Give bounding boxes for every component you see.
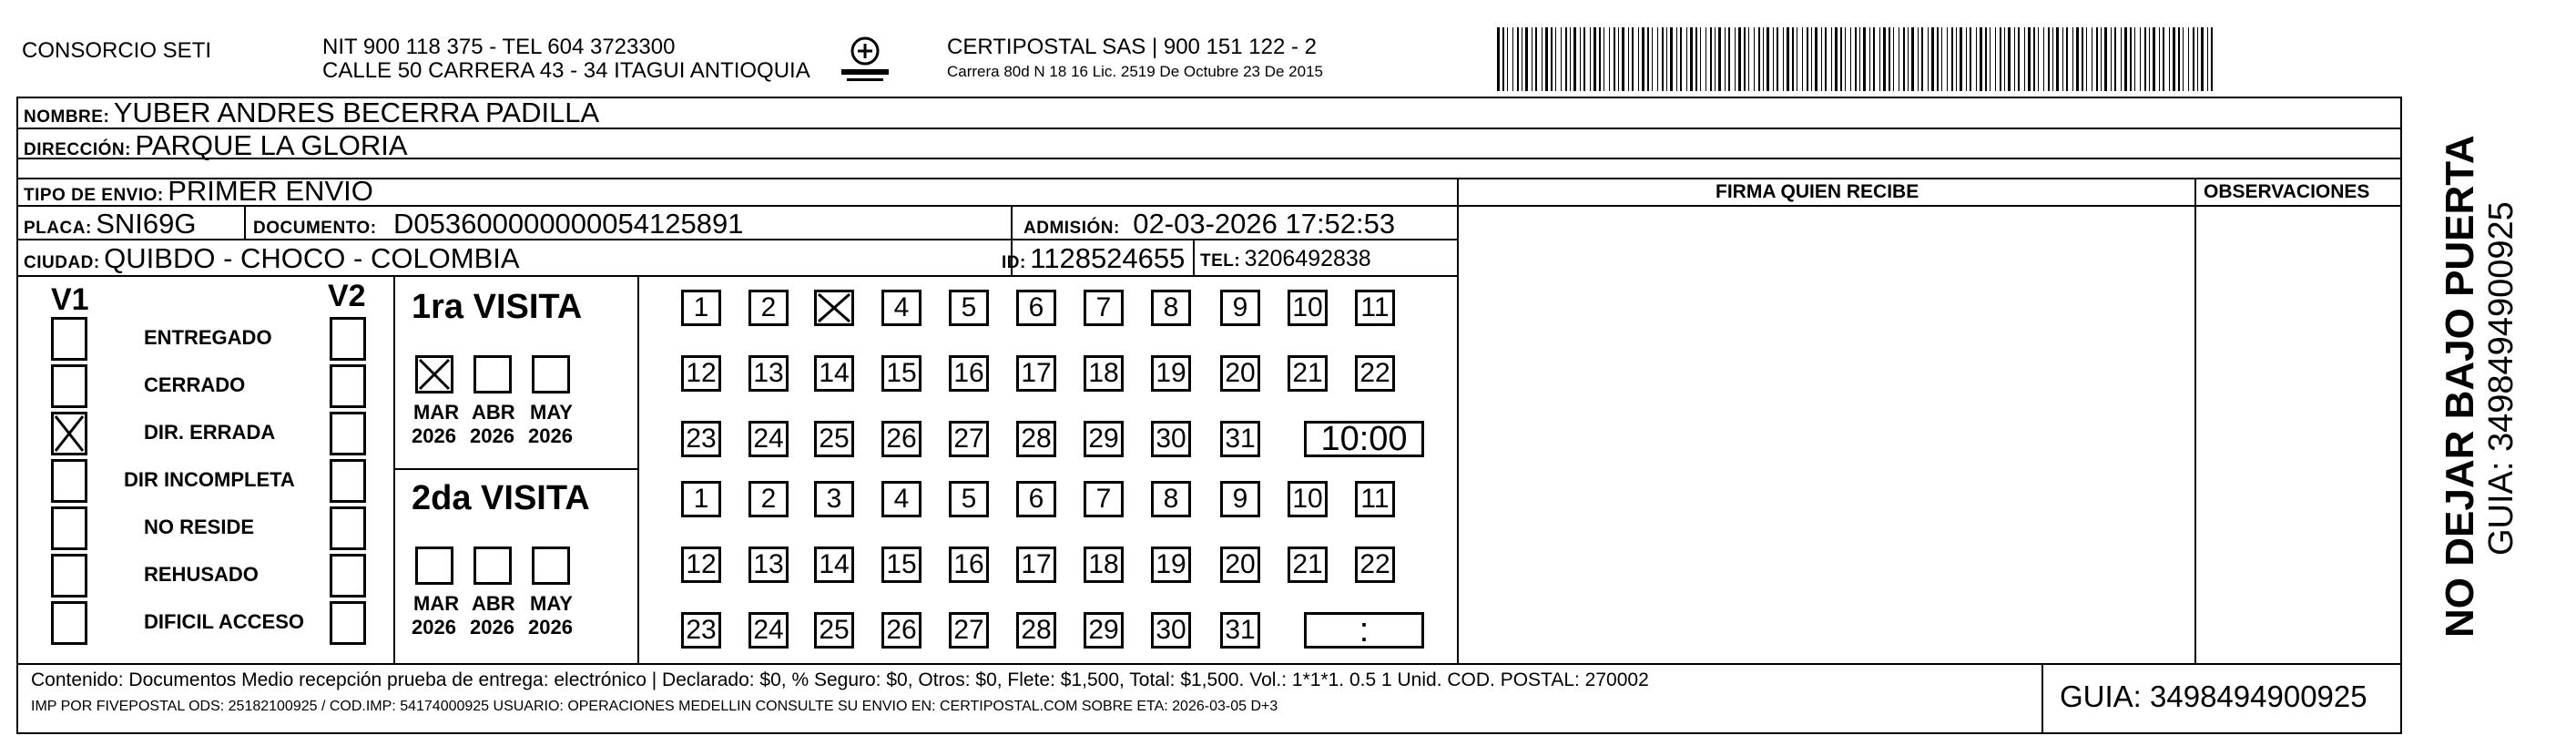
month-checkbox[interactable] (415, 355, 453, 393)
barcode-bar (1792, 27, 1794, 91)
direccion-label: DIRECCIÓN: (24, 140, 131, 159)
month-label: MAY (530, 592, 573, 615)
barcode-bar (1512, 27, 1513, 91)
day-box[interactable]: 18 (1084, 547, 1124, 583)
barcode-bar (1738, 27, 1741, 91)
tipo-envio-label: TIPO DE ENVIO: (24, 186, 164, 205)
barcode-bar (1879, 27, 1880, 91)
placa-label: PLACA: (24, 219, 92, 238)
barcode-bar (1863, 27, 1866, 91)
time-box[interactable]: 10:00 (1304, 421, 1424, 457)
barcode-bar (2076, 27, 2079, 91)
day-box[interactable]: 31 (1220, 421, 1260, 457)
day-box[interactable]: 17 (1016, 355, 1056, 392)
day-box[interactable]: 13 (748, 547, 789, 583)
barcode-bar (1802, 27, 1803, 91)
day-box[interactable]: 3 (814, 481, 854, 517)
barcode-bar (2173, 27, 2175, 91)
documento-value: D053600000000054125891 (393, 208, 744, 240)
v1-checkbox[interactable] (51, 412, 87, 455)
day-box[interactable]: 21 (1288, 355, 1328, 392)
day-box[interactable]: 26 (881, 612, 921, 649)
ciudad-label: CIUDAD: (24, 253, 100, 272)
v2-checkbox[interactable] (330, 506, 366, 550)
barcode-bar (1947, 27, 1948, 91)
status-label: DIR. ERRADA (144, 421, 276, 444)
barcode-bar (1497, 27, 1500, 91)
barcode-bar (1545, 27, 1548, 91)
day-box[interactable]: 18 (1084, 355, 1124, 392)
year-label: 2026 (412, 616, 456, 639)
barcode-bar (2086, 27, 2087, 91)
barcode-bar (2211, 27, 2213, 91)
barcode-bar (1599, 27, 1601, 91)
barcode-bar (1705, 27, 1706, 91)
day-box[interactable]: 24 (748, 421, 789, 457)
barcode-bar (1883, 27, 1886, 91)
barcode-bar (1542, 27, 1543, 91)
day-box[interactable]: 22 (1355, 547, 1395, 583)
barcode-bar (1855, 27, 1857, 91)
day-box[interactable]: 10 (1288, 481, 1328, 517)
barcode-bar (1758, 27, 1760, 91)
barcode-bar (2066, 27, 2068, 91)
day-box[interactable]: 9 (1220, 481, 1260, 517)
day-box[interactable] (814, 290, 854, 326)
barcode-bar (1580, 27, 1581, 91)
placa-value: SNI69G (96, 208, 197, 240)
v1-checkbox[interactable] (51, 601, 87, 645)
barcode-bar (1573, 27, 1576, 91)
barcode-bar (1535, 27, 1537, 91)
day-box[interactable]: 6 (1016, 481, 1056, 517)
month-checkbox[interactable] (473, 547, 512, 585)
barcode-bar (1777, 27, 1778, 91)
barcode-bar (1976, 27, 1977, 91)
barcode-bar (1647, 27, 1649, 91)
v2-checkbox[interactable] (330, 554, 366, 598)
nit-line: NIT 900 118 375 - TEL 604 3723300 (322, 35, 676, 59)
barcode-bar (2149, 27, 2150, 91)
day-box[interactable]: 28 (1016, 612, 1056, 649)
day-box[interactable]: 19 (1151, 547, 1191, 583)
barcode-bar (2159, 27, 2160, 91)
barcode-bar (1840, 27, 1842, 91)
barcode-bar (1893, 27, 1894, 91)
month-checkbox[interactable] (473, 355, 512, 393)
day-box[interactable]: 5 (949, 290, 989, 326)
barcode-bar (1609, 27, 1610, 91)
barcode-bar (1980, 27, 1982, 91)
day-box[interactable]: 22 (1355, 355, 1395, 392)
day-box[interactable]: 7 (1084, 481, 1124, 517)
day-box[interactable]: 29 (1084, 612, 1124, 649)
nombre-label: NOMBRE: (24, 107, 110, 127)
year-label: 2026 (470, 616, 514, 639)
barcode-bar (1825, 27, 1827, 91)
barcode-bar (1850, 27, 1851, 91)
v2-checkbox[interactable] (330, 317, 366, 361)
barcode-bar (1680, 27, 1682, 91)
form-frame (16, 97, 2402, 734)
barcode-bar (1921, 27, 1923, 91)
barcode-bar (1718, 27, 1721, 91)
barcode-bar (1835, 27, 1838, 91)
day-box[interactable]: 19 (1151, 355, 1191, 392)
barcode-bar (2033, 27, 2035, 91)
barcode-bar (1931, 27, 1934, 91)
barcode-bar (2004, 27, 2005, 91)
barcode-bar (1869, 27, 1870, 91)
v1-label: V1 (51, 282, 89, 317)
barcode-bar (2193, 27, 2194, 91)
barcode-bar (2134, 27, 2135, 91)
barcode-bar (2014, 27, 2015, 91)
barcode-bar (1937, 27, 1939, 91)
v2-checkbox[interactable] (330, 412, 366, 455)
no-dejar-bajo-puerta: NO DEJAR BAJO PUERTA (2438, 135, 2482, 638)
address-line: CALLE 50 CARRERA 43 - 34 ITAGUI ANTIOQUIA (322, 58, 810, 83)
barcode-bar (1990, 27, 1991, 91)
day-box[interactable]: 15 (881, 355, 921, 392)
barcode-bar (1811, 27, 1812, 91)
day-box[interactable]: 21 (1288, 547, 1328, 583)
day-box[interactable]: 27 (949, 612, 989, 649)
barcode-bar (1873, 27, 1875, 91)
day-box[interactable]: 12 (681, 355, 721, 392)
barcode-bar (1960, 27, 1962, 91)
barcode-bar (1831, 27, 1832, 91)
day-box[interactable]: 17 (1016, 547, 1056, 583)
company-name: CONSORCIO SETI (22, 38, 212, 63)
barcode-bar (1744, 27, 1746, 91)
v2-checkbox[interactable] (330, 601, 366, 645)
barcode-bar (2028, 27, 2031, 91)
barcode-bar (2121, 27, 2122, 91)
day-box[interactable]: 7 (1084, 290, 1124, 326)
barcode-bar (1666, 27, 1667, 91)
day-box[interactable]: 27 (949, 421, 989, 457)
nombre-value: YUBER ANDRES BECERRA PADILLA (113, 97, 600, 128)
observaciones-header: OBSERVACIONES (2204, 181, 2370, 202)
barcode-bar (2114, 27, 2116, 91)
barcode-bar (2178, 27, 2180, 91)
day-box[interactable]: 31 (1220, 612, 1260, 649)
v1-checkbox[interactable] (51, 364, 87, 408)
day-box[interactable]: 11 (1355, 481, 1395, 517)
barcode-bar (1911, 27, 1914, 91)
day-box[interactable]: 16 (949, 355, 989, 392)
barcode-bar (1966, 27, 1967, 91)
barcode-bar (1551, 27, 1553, 91)
day-box[interactable]: 11 (1355, 290, 1395, 326)
barcode-bar (2124, 27, 2127, 91)
visit2-title: 2da VISITA (412, 479, 590, 517)
barcode-bar (1622, 27, 1624, 91)
day-box[interactable]: 15 (881, 547, 921, 583)
barcode-bar (1903, 27, 1905, 91)
direccion-value: PARQUE LA GLORIA (135, 129, 408, 161)
barcode-bar (1517, 27, 1519, 91)
barcode-bar (1970, 27, 1971, 91)
barcode-bar (2163, 27, 2164, 91)
day-box[interactable]: 2 (748, 481, 789, 517)
status-label: NO RESIDE (144, 516, 255, 538)
day-box[interactable]: 13 (748, 355, 789, 392)
footer-guia: GUIA: 3498494900925 (2060, 679, 2367, 713)
barcode-bar (1695, 27, 1697, 91)
footer-imp: IMP POR FIVEPOSTAL ODS: 25182100925 / COD.IMP: 54174000925 USUARIO: OPERACIONES MEDELLIN CONSULTE SU ENVIO EN: CERTIPOSTAL.COM SOBRE ETA: 2026-03-05 D+3 (31, 699, 1278, 714)
barcode-bar (2153, 27, 2155, 91)
v2-label: V2 (328, 279, 366, 313)
ciudad-value: QUIBDO - CHOCO - COLOMBIA (104, 242, 520, 274)
barcode-bar (1728, 27, 1730, 91)
day-box[interactable]: 29 (1084, 421, 1124, 457)
day-box[interactable]: 5 (949, 481, 989, 517)
barcode-bar (1767, 27, 1769, 91)
v2-checkbox[interactable] (330, 459, 366, 503)
day-box[interactable]: 9 (1220, 290, 1260, 326)
day-box[interactable]: 1 (681, 290, 721, 326)
year-label: 2026 (470, 424, 514, 447)
barcode-bar (2038, 27, 2039, 91)
month-checkbox[interactable] (532, 355, 570, 393)
barcode-bar (2052, 27, 2053, 91)
month-label: ABR (472, 592, 515, 615)
month-label: MAY (530, 401, 573, 424)
barcode-bar (2000, 27, 2001, 91)
barcode-bar (2082, 27, 2083, 91)
barcode-bar (2197, 27, 2198, 91)
barcode-bar (1821, 27, 1822, 91)
barcode-bar (1507, 27, 1508, 91)
day-box[interactable]: 28 (1016, 421, 1056, 457)
v1-checkbox[interactable] (51, 459, 87, 503)
day-box[interactable]: 14 (814, 547, 854, 583)
day-box[interactable]: 4 (881, 481, 921, 517)
barcode-bar (1956, 27, 1957, 91)
day-box[interactable]: 26 (881, 421, 921, 457)
barcode-bar (1951, 27, 1953, 91)
status-label: DIFICIL ACCESO (144, 610, 305, 633)
day-box[interactable]: 14 (814, 355, 854, 392)
id-label: ID: (1002, 253, 1026, 272)
admision-value: 02-03-2026 17:52:53 (1133, 208, 1396, 240)
day-box[interactable]: 6 (1016, 290, 1056, 326)
barcode-bar (1561, 27, 1562, 91)
barcode-bar (2062, 27, 2063, 91)
barcode-bar (1657, 27, 1658, 91)
day-box[interactable]: 25 (814, 612, 854, 649)
barcode-bar (1754, 27, 1755, 91)
barcode-bar (1787, 27, 1789, 91)
day-box[interactable]: 23 (681, 421, 721, 457)
barcode-bar (2140, 27, 2141, 91)
side-guia: GUIA: 3498494900925 (2482, 201, 2520, 556)
documento-label: DOCUMENTO: (253, 219, 377, 238)
barcode-bar (1941, 27, 1942, 91)
barcode-bar (2207, 27, 2208, 91)
firma-header: FIRMA QUIEN RECIBE (1716, 181, 1919, 202)
status-label: REHUSADO (144, 563, 259, 586)
barcode-bar (1735, 27, 1736, 91)
barcode-bar (1638, 27, 1639, 91)
day-box[interactable]: 20 (1220, 355, 1260, 392)
year-label: 2026 (528, 616, 573, 639)
footer-contenido: Contenido: Documentos Medio recepción prueba de entrega: electrónico | Declarado: $0, % Seguro: $0, Otros: $0, Flete: $1,500, Total: $1,500. Vol.: 1*1*1. 0.5 1 Unid. COD. POSTAL: 270002 (31, 669, 1649, 690)
day-box[interactable]: 25 (814, 421, 854, 457)
barcode-bar (1686, 27, 1687, 91)
barcode-bar (1763, 27, 1764, 91)
barcode-bar (2183, 27, 2184, 91)
barcode-bar (1583, 27, 1585, 91)
day-box[interactable]: 30 (1151, 612, 1191, 649)
barcode-bar (1632, 27, 1634, 91)
day-box[interactable]: 10 (1288, 290, 1328, 326)
barcode-bar (1889, 27, 1890, 91)
barcode-bar (1565, 27, 1567, 91)
admision-label: ADMISIÓN: (1023, 219, 1120, 238)
year-label: 2026 (528, 424, 573, 447)
day-box[interactable]: 23 (681, 612, 721, 649)
v1-checkbox[interactable] (51, 317, 87, 361)
barcode-bar (1773, 27, 1774, 91)
v1-checkbox[interactable] (51, 554, 87, 598)
barcode-bar (1593, 27, 1596, 91)
barcode-bar (2144, 27, 2146, 91)
barcode-bar (2056, 27, 2059, 91)
barcode-bar (1502, 27, 1504, 91)
tipo-envio-value: PRIMER ENVIO (168, 175, 373, 207)
v2-checkbox[interactable] (330, 364, 366, 408)
day-box[interactable]: 16 (949, 547, 989, 583)
barcode-bar (1748, 27, 1749, 91)
barcode-bar (1670, 27, 1673, 91)
day-box[interactable]: 24 (748, 612, 789, 649)
barcode-bar (1642, 27, 1644, 91)
barcode-bar (2130, 27, 2132, 91)
barcode-bar (1783, 27, 1784, 91)
barcode-bar (1815, 27, 1817, 91)
barcode-bar (1859, 27, 1860, 91)
barcode-bar (2188, 27, 2189, 91)
barcode-bar (2048, 27, 2050, 91)
year-label: 2026 (412, 424, 456, 447)
barcode-bar (1918, 27, 1919, 91)
day-box[interactable]: 12 (681, 547, 721, 583)
license-line: Carrera 80d N 18 16 Lic. 2519 De Octubre 23 De 2015 (947, 63, 1323, 80)
barcode-bar (1807, 27, 1808, 91)
day-box[interactable]: 30 (1151, 421, 1191, 457)
barcode-bar (2072, 27, 2073, 91)
barcode-bar (2008, 27, 2011, 91)
barcode-bar (2043, 27, 2044, 91)
barcode-bar (1715, 27, 1716, 91)
barcode-bar (1928, 27, 1929, 91)
day-box[interactable]: 20 (1220, 547, 1260, 583)
barcode-bar (2096, 27, 2098, 91)
barcode-bar (1908, 27, 1909, 91)
certipostal-line: CERTIPOSTAL SAS | 900 151 122 - 2 (947, 35, 1317, 59)
barcode-bar (1590, 27, 1591, 91)
time-box[interactable]: : (1304, 612, 1424, 649)
tel-value: 3206492838 (1244, 246, 1371, 271)
barcode-bar (1614, 27, 1615, 91)
barcode-bar (1525, 27, 1528, 91)
barcode-bar (2101, 27, 2102, 91)
barcode-bar (1690, 27, 1693, 91)
barcode-bar (1995, 27, 1996, 91)
barcode-bar (1676, 27, 1677, 91)
month-label: ABR (472, 401, 515, 424)
barcode-bar (1700, 27, 1701, 91)
day-box[interactable]: 4 (881, 290, 921, 326)
month-label: MAR (413, 592, 460, 615)
month-label: MAR (413, 401, 460, 424)
barcode-bar (2169, 27, 2170, 91)
visit1-title: 1ra VISITA (412, 288, 583, 326)
certipostal-logo-icon (836, 35, 894, 86)
barcode-bar (1725, 27, 1726, 91)
status-label: ENTREGADO (144, 326, 272, 349)
month-checkbox[interactable] (415, 547, 453, 585)
barcode-bar (1985, 27, 1987, 91)
barcode-bar (1845, 27, 1846, 91)
barcode-bar (1618, 27, 1619, 91)
day-box[interactable]: 2 (748, 290, 789, 326)
day-box[interactable]: 8 (1151, 290, 1191, 326)
barcode-bar (1570, 27, 1571, 91)
barcode-bar (2111, 27, 2112, 91)
month-checkbox[interactable] (532, 547, 570, 585)
status-label: DIR INCOMPLETA (124, 468, 295, 491)
day-box[interactable]: 1 (681, 481, 721, 517)
status-label: CERRADO (144, 373, 246, 396)
tel-label: TEL: (1200, 251, 1241, 271)
barcode-bar (1710, 27, 1712, 91)
v1-checkbox[interactable] (51, 506, 87, 550)
barcode-bar (2024, 27, 2025, 91)
barcode-bar (1628, 27, 1629, 91)
barcode-bar (1555, 27, 1556, 91)
day-box[interactable]: 8 (1151, 481, 1191, 517)
barcode-bar (2201, 27, 2204, 91)
id-value: 1128524655 (1030, 242, 1186, 274)
barcode-bar (1662, 27, 1664, 91)
barcode-bar (1652, 27, 1653, 91)
barcode-bar (2018, 27, 2020, 91)
barcode (1497, 27, 2222, 91)
barcode-bar (2104, 27, 2107, 91)
